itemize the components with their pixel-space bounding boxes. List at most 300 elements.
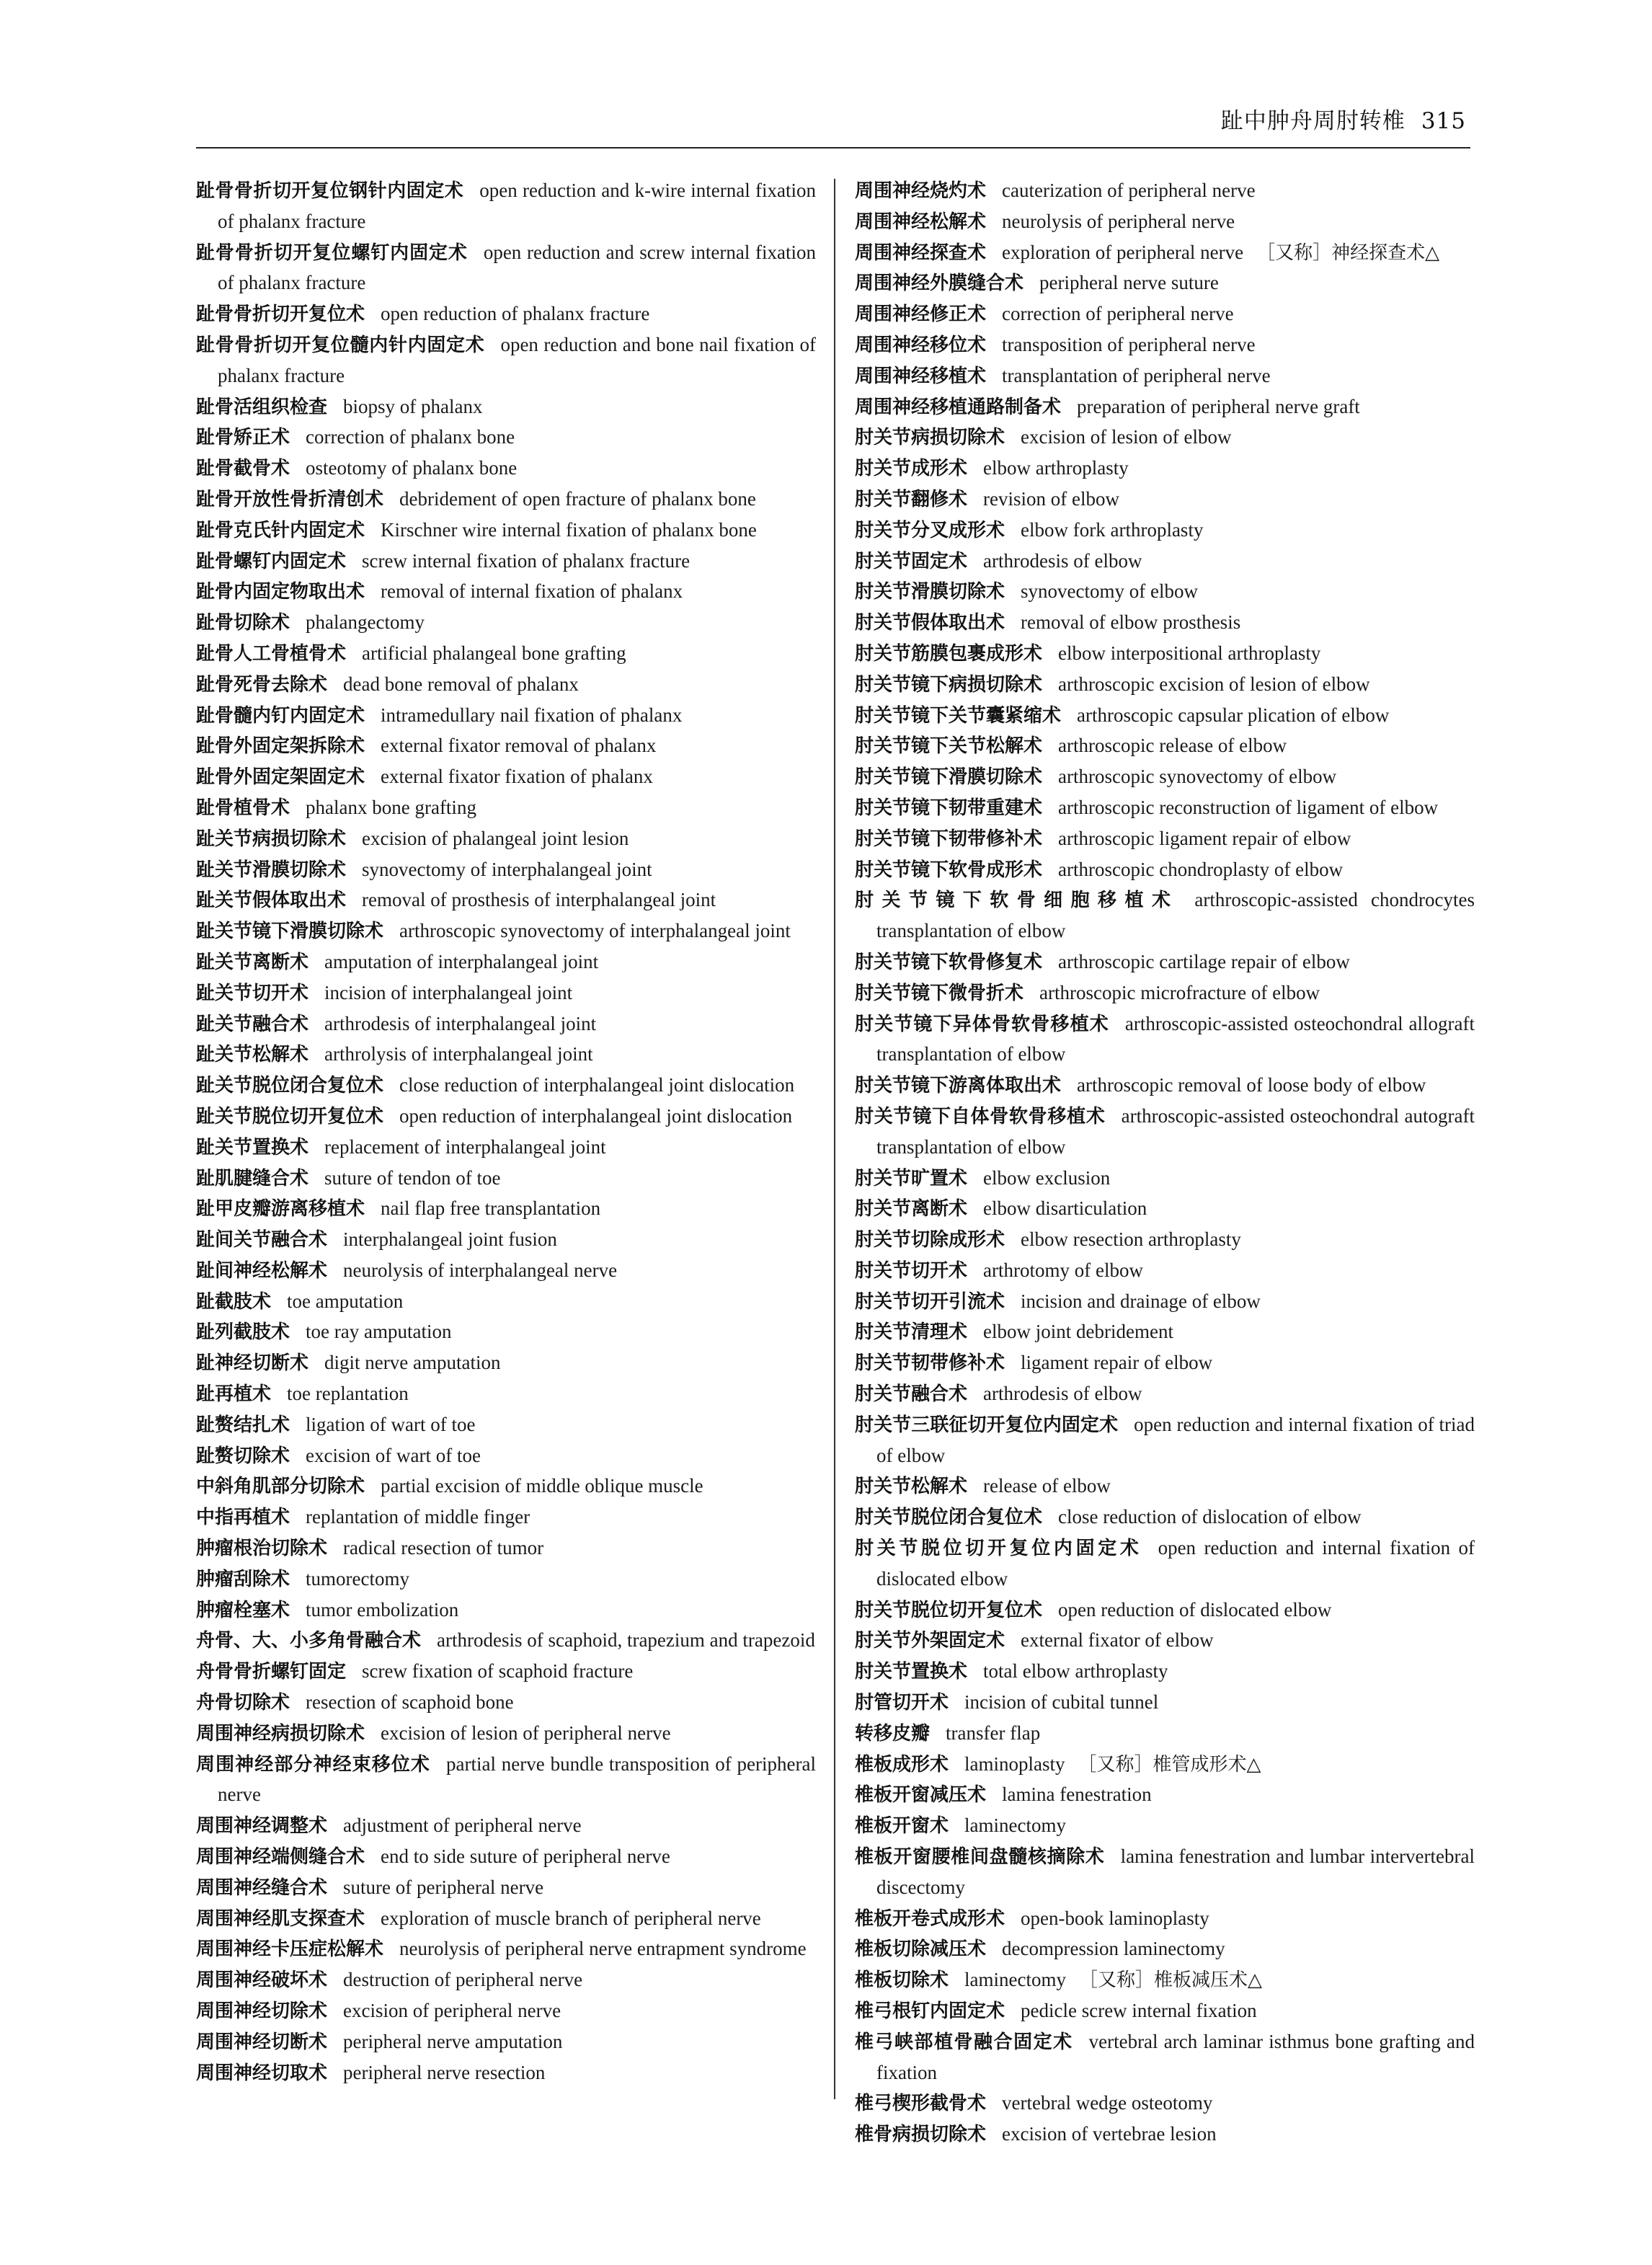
term-chinese: 周围神经切除术 xyxy=(196,2000,328,2023)
term-english: removal of elbow prosthesis xyxy=(1021,611,1241,634)
term-chinese: 肘关节镜下滑膜切除术 xyxy=(855,766,1043,789)
term-english: laminectomy xyxy=(964,1814,1066,1837)
glossary-entry xyxy=(196,1317,816,1348)
term-english: vertebral arch laminar isthmus bone grafting and fixation xyxy=(876,2030,1475,2083)
term-english: transfer flap xyxy=(946,1721,1041,1744)
glossary-entry xyxy=(855,1317,1475,1348)
term-chinese: 趾关节切开术 xyxy=(196,982,309,1004)
term-chinese: 趾肌腱缝合术 xyxy=(196,1167,309,1189)
term-english: elbow exclusion xyxy=(983,1166,1111,1189)
term-chinese: 肘关节外架固定术 xyxy=(855,1630,1005,1652)
term-english: interphalangeal joint fusion xyxy=(343,1228,557,1251)
glossary-entry xyxy=(196,1719,816,1750)
glossary-entry xyxy=(855,238,1475,269)
term-chinese: 趾骨人工骨植骨术 xyxy=(196,642,347,665)
glossary-entry xyxy=(196,1688,816,1719)
running-head xyxy=(1221,107,1466,136)
term-english: arthroscopic-assisted chondrocytes transplantation of elbow xyxy=(876,889,1475,942)
term-chinese: 肘关节病损切除术 xyxy=(855,427,1005,449)
glossary-entry xyxy=(855,1102,1475,1163)
glossary-entry xyxy=(855,1657,1475,1688)
term-english: open reduction and internal fixation of dislocated elbow xyxy=(876,1537,1475,1590)
term-english: arthroscopic chondroplasty of elbow xyxy=(1058,858,1344,880)
glossary-entry xyxy=(196,1009,816,1040)
glossary-entry xyxy=(855,1410,1475,1472)
term-chinese: 周围神经端侧缝合术 xyxy=(196,1846,365,1869)
term-chinese: 趾关节镜下滑膜切除术 xyxy=(196,921,384,943)
term-chinese: 肘关节切除成形术 xyxy=(855,1229,1005,1251)
glossary-entry xyxy=(855,268,1475,299)
term-english: arthroscopic capsular plication of elbow xyxy=(1077,704,1390,726)
term-chinese: 趾再植术 xyxy=(196,1383,272,1406)
term-chinese: 肘关节离断术 xyxy=(855,1198,968,1220)
term-chinese: 椎板开窗减压术 xyxy=(855,1784,987,1807)
glossary-entry xyxy=(855,1348,1475,1379)
term-english: arthrotomy of elbow xyxy=(983,1259,1143,1281)
glossary-entry xyxy=(855,1688,1475,1719)
term-english: open reduction of dislocated elbow xyxy=(1058,1598,1332,1621)
term-english: excision of wart of toe xyxy=(306,1444,481,1466)
term-chinese: 肘关节切开引流术 xyxy=(855,1290,1005,1313)
term-english: arthrodesis of elbow xyxy=(983,1383,1142,1405)
glossary-entry xyxy=(855,392,1475,423)
glossary-entry xyxy=(855,453,1475,484)
glossary-entry xyxy=(855,1965,1475,1996)
glossary-entry xyxy=(855,1287,1475,1318)
glossary-entry xyxy=(855,947,1475,978)
term-english: neurolysis of interphalangeal nerve xyxy=(343,1259,618,1281)
term-english: partial nerve bundle transposition of peripheral nerve xyxy=(218,1752,816,1806)
term-chinese: 肘关节融合术 xyxy=(855,1383,968,1406)
glossary-entry xyxy=(196,1750,816,1812)
term-chinese: 转移皮瓣 xyxy=(855,1722,931,1745)
term-chinese: 周围神经部分神经束移位术 xyxy=(196,1753,430,1776)
glossary-entry xyxy=(855,1163,1475,1194)
term-english: osteotomy of phalanx bone xyxy=(306,457,518,479)
header-title: 趾中肿舟周肘转椎 xyxy=(1220,108,1405,134)
term-chinese: 趾骨活组织检查 xyxy=(196,396,328,418)
term-english: arthroscopic synovectomy of elbow xyxy=(1058,766,1337,788)
term-chinese: 肘关节固定术 xyxy=(855,550,968,572)
glossary-entry xyxy=(855,639,1475,670)
glossary-entry xyxy=(196,1842,816,1873)
term-chinese: 周围神经移植术 xyxy=(855,365,987,387)
term-english: arthroscopic cartilage repair of elbow xyxy=(1058,950,1350,972)
glossary-entry xyxy=(196,1595,816,1626)
term-chinese: 肿瘤刮除术 xyxy=(196,1568,290,1590)
glossary-entry xyxy=(855,577,1475,608)
term-english: arthrolysis of interphalangeal joint xyxy=(324,1043,593,1065)
term-chinese: 周围神经肌支探查术 xyxy=(196,1907,365,1930)
term-chinese: 肘关节镜下异体骨软骨移植术 xyxy=(855,1013,1109,1035)
glossary-entry xyxy=(855,515,1475,546)
term-english: intramedullary nail fixation of phalanx xyxy=(381,704,683,726)
glossary-entry xyxy=(196,1102,816,1132)
term-chinese: 肘关节镜下游离体取出术 xyxy=(855,1075,1062,1097)
term-chinese: 趾关节融合术 xyxy=(196,1013,309,1035)
term-chinese: 周围神经病损切除术 xyxy=(196,1722,365,1745)
term-chinese: 趾关节脱位闭合复位术 xyxy=(196,1075,384,1097)
glossary-entry xyxy=(196,1441,816,1472)
glossary-entry xyxy=(196,855,816,886)
glossary-entry xyxy=(196,299,816,330)
glossary-entry xyxy=(855,1009,1475,1071)
term-chinese: 肘关节三联征切开复位内固定术 xyxy=(855,1414,1119,1436)
term-chinese: 周围神经烧灼术 xyxy=(855,180,987,202)
term-english: open reduction of interphalangeal joint dislocation xyxy=(399,1104,793,1127)
term-english: end to side suture of peripheral nerve xyxy=(381,1845,670,1868)
term-english: transplantation of peripheral nerve xyxy=(1002,364,1271,386)
term-chinese: 趾骨切除术 xyxy=(196,612,290,634)
glossary-entry xyxy=(196,238,816,300)
glossary-entry xyxy=(196,1132,816,1163)
glossary-entry xyxy=(855,1904,1475,1935)
term-english: exploration of peripheral nerve xyxy=(1002,241,1244,263)
term-chinese: 周围神经缝合术 xyxy=(196,1876,328,1899)
glossary-entry xyxy=(855,1934,1475,1965)
term-chinese: 肘关节清理术 xyxy=(855,1321,968,1344)
glossary-entry xyxy=(196,1502,816,1533)
term-chinese: 趾骨内固定物取出术 xyxy=(196,581,365,603)
glossary-entry xyxy=(855,546,1475,577)
term-english: elbow resection arthroplasty xyxy=(1021,1228,1241,1251)
term-chinese: 肘关节镜下韧带修补术 xyxy=(855,828,1043,850)
term-english: arthroscopic release of elbow xyxy=(1058,735,1287,757)
term-english: incision of interphalangeal joint xyxy=(324,981,573,1003)
term-english: peripheral nerve resection xyxy=(343,2061,546,2083)
term-english: dead bone removal of phalanx xyxy=(343,673,579,695)
term-chinese: 肘关节韧带修补术 xyxy=(855,1352,1005,1375)
glossary-entry xyxy=(855,1811,1475,1842)
glossary-entry xyxy=(855,1842,1475,1904)
glossary-entry xyxy=(196,793,816,824)
glossary-entry xyxy=(196,731,816,762)
glossary-entry xyxy=(196,978,816,1009)
term-chinese: 趾骨骨折切开复位螺钉内固定术 xyxy=(196,241,468,264)
glossary-entry xyxy=(196,1904,816,1935)
glossary-entry xyxy=(196,762,816,793)
term-english: total elbow arthroplasty xyxy=(983,1660,1168,1683)
glossary-entry xyxy=(196,1657,816,1688)
term-english: partial excision of middle oblique muscle xyxy=(381,1475,703,1497)
term-english: screw fixation of scaphoid fracture xyxy=(362,1660,634,1683)
glossary-entry xyxy=(196,824,816,855)
term-chinese: 肘关节成形术 xyxy=(855,458,968,480)
term-chinese: 舟骨切除术 xyxy=(196,1692,290,1714)
term-chinese: 趾关节离断术 xyxy=(196,951,309,973)
term-chinese: 椎弓峡部植骨融合固定术 xyxy=(855,2031,1073,2053)
glossary-entry xyxy=(855,1750,1475,1781)
term-english: replacement of interphalangeal joint xyxy=(324,1135,606,1158)
term-english: excision of lesion of peripheral nerve xyxy=(381,1721,671,1744)
glossary-entry xyxy=(196,1256,816,1287)
term-chinese: 周围神经移植通路制备术 xyxy=(855,396,1062,418)
term-chinese: 肘关节镜下微骨折术 xyxy=(855,982,1024,1004)
term-chinese: 趾骨螺钉内固定术 xyxy=(196,550,347,572)
term-chinese: 肘关节松解术 xyxy=(855,1476,968,1498)
term-chinese: 趾神经切断术 xyxy=(196,1352,309,1375)
term-chinese: 趾截肢术 xyxy=(196,1290,272,1313)
glossary-entry xyxy=(855,1502,1475,1533)
page-header xyxy=(196,107,1470,149)
term-chinese: 肿瘤栓塞术 xyxy=(196,1599,290,1621)
glossary-entry xyxy=(196,1996,816,2027)
term-english: arthrodesis of scaphoid, trapezium and trapezoid xyxy=(437,1629,815,1652)
glossary-entry xyxy=(855,1533,1475,1595)
term-english: transposition of peripheral nerve xyxy=(1002,333,1256,355)
glossary-entry xyxy=(855,762,1475,793)
glossary-entry xyxy=(196,1194,816,1225)
term-alias: ［又称］神经探查术△ xyxy=(1256,241,1440,263)
term-chinese: 趾骨克氏针内固定术 xyxy=(196,519,365,541)
term-english: arthroscopic ligament repair of elbow xyxy=(1058,827,1351,849)
glossary-entry xyxy=(196,1163,816,1194)
glossary-entry xyxy=(196,1965,816,1996)
term-chinese: 周围神经卡压症松解术 xyxy=(196,1938,384,1961)
term-chinese: 周围神经破坏术 xyxy=(196,1969,328,1992)
term-english: adjustment of peripheral nerve xyxy=(343,1814,582,1837)
term-english: arthroscopic-assisted osteochondral autograft transplantation of elbow xyxy=(876,1104,1475,1158)
term-chinese: 趾关节滑膜切除术 xyxy=(196,859,347,881)
glossary-entry xyxy=(855,670,1475,701)
term-english: open reduction and bone nail fixation of phalanx fracture xyxy=(218,333,816,386)
glossary-entry xyxy=(855,824,1475,855)
term-chinese: 肘关节旷置术 xyxy=(855,1167,968,1189)
term-chinese: 趾骨植骨术 xyxy=(196,797,290,819)
glossary-entry xyxy=(855,701,1475,732)
term-chinese: 肘关节镜下关节囊紧缩术 xyxy=(855,704,1062,727)
glossary-entry xyxy=(855,330,1475,361)
glossary-entry xyxy=(855,1194,1475,1225)
term-english: peripheral nerve amputation xyxy=(343,2030,563,2052)
term-english: replantation of middle finger xyxy=(306,1506,530,1528)
term-english: synovectomy of interphalangeal joint xyxy=(362,858,652,880)
glossary-entry xyxy=(855,731,1475,762)
term-chinese: 肘关节切开术 xyxy=(855,1259,968,1282)
term-chinese: 肿瘤根治切除术 xyxy=(196,1538,328,1560)
term-chinese: 肘关节镜下韧带重建术 xyxy=(855,797,1043,819)
term-english: suture of peripheral nerve xyxy=(343,1876,544,1898)
glossary-entry xyxy=(196,484,816,515)
term-chinese: 椎板切除减压术 xyxy=(855,1938,987,1961)
term-chinese: 趾骨骨折切开复位术 xyxy=(196,303,365,326)
glossary-entry xyxy=(855,2119,1475,2150)
term-english: amputation of interphalangeal joint xyxy=(324,950,599,972)
term-chinese: 椎板开卷式成形术 xyxy=(855,1907,1005,1930)
term-english: tumor embolization xyxy=(306,1598,459,1621)
glossary-entry xyxy=(855,176,1475,207)
glossary-entry xyxy=(196,1626,816,1657)
term-chinese: 趾关节松解术 xyxy=(196,1044,309,1066)
glossary-entry xyxy=(196,2027,816,2058)
glossary-entry xyxy=(196,515,816,546)
glossary-entry xyxy=(196,1071,816,1102)
term-english: open reduction and internal fixation of triad of elbow xyxy=(876,1413,1475,1466)
page-number: 315 xyxy=(1421,108,1466,134)
term-english: radical resection of tumor xyxy=(343,1537,544,1559)
term-english: cauterization of peripheral nerve xyxy=(1002,179,1256,201)
glossary-entry xyxy=(855,1780,1475,1811)
glossary-entry xyxy=(196,546,816,577)
glossary-entry xyxy=(196,1410,816,1441)
term-english: suture of tendon of toe xyxy=(324,1166,501,1189)
term-english: Kirschner wire internal fixation of phalanx bone xyxy=(381,518,757,541)
glossary-entry xyxy=(855,608,1475,639)
term-english: preparation of peripheral nerve graft xyxy=(1077,395,1360,417)
term-english: peripheral nerve suture xyxy=(1039,272,1219,294)
glossary-entry xyxy=(855,299,1475,330)
term-english: elbow interpositional arthroplasty xyxy=(1058,642,1321,664)
term-english: correction of phalanx bone xyxy=(306,426,515,448)
glossary-entry xyxy=(855,1256,1475,1287)
term-chinese: 周围神经调整术 xyxy=(196,1815,328,1838)
term-english: excision of phalangeal joint lesion xyxy=(362,827,629,849)
term-alias: ［又称］椎管成形术△ xyxy=(1078,1753,1261,1775)
term-chinese: 椎弓楔形截骨术 xyxy=(855,2093,987,2115)
glossary-entry xyxy=(196,916,816,947)
term-english: arthroscopic removal of loose body of elbow xyxy=(1077,1074,1426,1096)
term-chinese: 肘管切开术 xyxy=(855,1692,949,1714)
term-chinese: 趾骨外固定架拆除术 xyxy=(196,735,365,758)
term-english: ligament repair of elbow xyxy=(1021,1352,1213,1374)
term-chinese: 舟骨骨折螺钉固定 xyxy=(196,1661,347,1683)
term-english: open reduction and k-wire internal fixation of phalanx fracture xyxy=(218,179,816,232)
term-english: debridement of open fracture of phalanx bone xyxy=(399,487,756,510)
term-english: arthroscopic-assisted osteochondral allograft transplantation of elbow xyxy=(876,1012,1475,1065)
term-chinese: 肘关节镜下病损切除术 xyxy=(855,673,1043,696)
term-chinese: 中指再植术 xyxy=(196,1507,290,1529)
term-chinese: 趾关节置换术 xyxy=(196,1136,309,1158)
glossary-entry xyxy=(196,577,816,608)
term-english: nail flap free transplantation xyxy=(381,1197,601,1220)
term-chinese: 周围神经松解术 xyxy=(855,210,987,233)
term-chinese: 趾骨骨折切开复位钢针内固定术 xyxy=(196,180,464,202)
term-english: pedicle screw internal fixation xyxy=(1021,2000,1257,2022)
column-divider xyxy=(834,179,835,2099)
glossary-entry xyxy=(855,361,1475,392)
glossary-entry xyxy=(196,330,816,392)
term-english: revision of elbow xyxy=(983,487,1119,510)
glossary-entry xyxy=(196,1811,816,1842)
glossary-entry xyxy=(196,422,816,453)
glossary-entry xyxy=(855,207,1475,238)
term-english: external fixator fixation of phalanx xyxy=(381,766,653,788)
term-english: biopsy of phalanx xyxy=(343,395,483,417)
term-chinese: 肘关节镜下软骨修复术 xyxy=(855,951,1043,973)
term-chinese: 舟骨、大、小多角骨融合术 xyxy=(196,1630,422,1652)
term-english: excision of vertebrae lesion xyxy=(1002,2123,1217,2145)
term-chinese: 周围神经切取术 xyxy=(196,2062,328,2084)
glossary-entry xyxy=(196,885,816,916)
term-chinese: 周围神经修正术 xyxy=(855,303,987,326)
term-chinese: 椎板切除术 xyxy=(855,1969,949,1992)
glossary-entry xyxy=(196,701,816,732)
term-english: excision of peripheral nerve xyxy=(343,2000,561,2022)
term-chinese: 肘关节脱位切开复位内固定术 xyxy=(855,1538,1142,1560)
term-chinese: 肘关节翻修术 xyxy=(855,488,968,510)
term-english: screw internal fixation of phalanx fracture xyxy=(362,549,690,572)
term-chinese: 趾列截肢术 xyxy=(196,1321,290,1344)
term-english: external fixator removal of phalanx xyxy=(381,735,657,757)
term-english: release of elbow xyxy=(983,1475,1111,1497)
term-english: toe amputation xyxy=(287,1290,404,1312)
term-english: open reduction and screw internal fixation of phalanx fracture xyxy=(218,241,816,294)
term-english: arthroscopic reconstruction of ligament of elbow xyxy=(1058,796,1439,818)
term-chinese: 椎板开窗腰椎间盘髓核摘除术 xyxy=(855,1846,1105,1869)
term-chinese: 趾关节病损切除术 xyxy=(196,828,347,850)
term-chinese: 椎板开窗术 xyxy=(855,1815,949,1838)
term-english: laminoplasty xyxy=(964,1752,1065,1775)
term-english: tumorectomy xyxy=(306,1567,409,1590)
term-chinese: 椎弓根钉内固定术 xyxy=(855,2000,1005,2023)
term-chinese: 椎板成形术 xyxy=(855,1753,949,1776)
term-english: arthrodesis of interphalangeal joint xyxy=(324,1012,597,1034)
term-chinese: 肘关节假体取出术 xyxy=(855,612,1005,634)
glossary-entry xyxy=(855,793,1475,824)
term-chinese: 肘关节脱位闭合复位术 xyxy=(855,1507,1043,1529)
glossary-entry xyxy=(196,639,816,670)
term-chinese: 肘关节置换术 xyxy=(855,1661,968,1683)
term-english: elbow disarticulation xyxy=(983,1197,1147,1220)
term-chinese: 肘关节滑膜切除术 xyxy=(855,581,1005,603)
term-chinese: 趾间关节融合术 xyxy=(196,1229,328,1251)
term-english: excision of lesion of elbow xyxy=(1021,426,1232,448)
term-english: digit nerve amputation xyxy=(324,1352,501,1374)
term-english: arthroscopic microfracture of elbow xyxy=(1039,981,1320,1003)
glossary-entry xyxy=(855,1595,1475,1626)
right-column xyxy=(855,176,1475,2150)
term-english: toe replantation xyxy=(287,1383,409,1405)
term-english: incision and drainage of elbow xyxy=(1021,1290,1261,1312)
term-english: arthroscopic synovectomy of interphalangeal joint xyxy=(399,920,791,942)
glossary-entry xyxy=(196,1287,816,1318)
glossary-entry xyxy=(855,422,1475,453)
term-chinese: 趾骨外固定架固定术 xyxy=(196,766,365,789)
term-chinese: 趾间神经松解术 xyxy=(196,1259,328,1282)
glossary-entry xyxy=(855,1626,1475,1657)
glossary-entry xyxy=(855,1471,1475,1502)
term-alias: ［又称］椎板减压术△ xyxy=(1078,1969,1262,1991)
glossary-entry xyxy=(196,1934,816,1965)
term-chinese: 趾骨死骨去除术 xyxy=(196,673,328,696)
glossary-entry xyxy=(855,484,1475,515)
glossary-entry xyxy=(196,947,816,978)
term-english: lamina fenestration and lumbar intervertebral discectomy xyxy=(876,1845,1475,1898)
term-english: decompression laminectomy xyxy=(1002,1938,1225,1960)
term-chinese: 周围神经切断术 xyxy=(196,2031,328,2053)
term-english: artificial phalangeal bone grafting xyxy=(362,642,626,664)
term-english: neurolysis of peripheral nerve xyxy=(1002,210,1235,232)
glossary-entry xyxy=(855,1719,1475,1750)
term-english: removal of prosthesis of interphalangeal joint xyxy=(362,889,716,911)
glossary-entry xyxy=(855,1379,1475,1410)
glossary-entry xyxy=(196,608,816,639)
term-chinese: 趾骨髓内钉内固定术 xyxy=(196,704,365,727)
term-chinese: 中斜角肌部分切除术 xyxy=(196,1476,365,1498)
glossary-entry xyxy=(855,1071,1475,1102)
glossary-entry xyxy=(196,1040,816,1071)
term-chinese: 趾甲皮瓣游离移植术 xyxy=(196,1198,365,1220)
glossary-entry xyxy=(196,1873,816,1904)
term-english: open reduction of phalanx fracture xyxy=(381,303,650,325)
term-english: toe ray amputation xyxy=(306,1321,452,1343)
term-english: elbow arthroplasty xyxy=(983,457,1129,479)
term-chinese: 趾赘切除术 xyxy=(196,1445,290,1467)
term-english: ligation of wart of toe xyxy=(306,1413,476,1435)
glossary-entry xyxy=(196,1348,816,1379)
term-english: removal of internal fixation of phalanx xyxy=(381,580,683,603)
term-english: lamina fenestration xyxy=(1002,1783,1152,1806)
